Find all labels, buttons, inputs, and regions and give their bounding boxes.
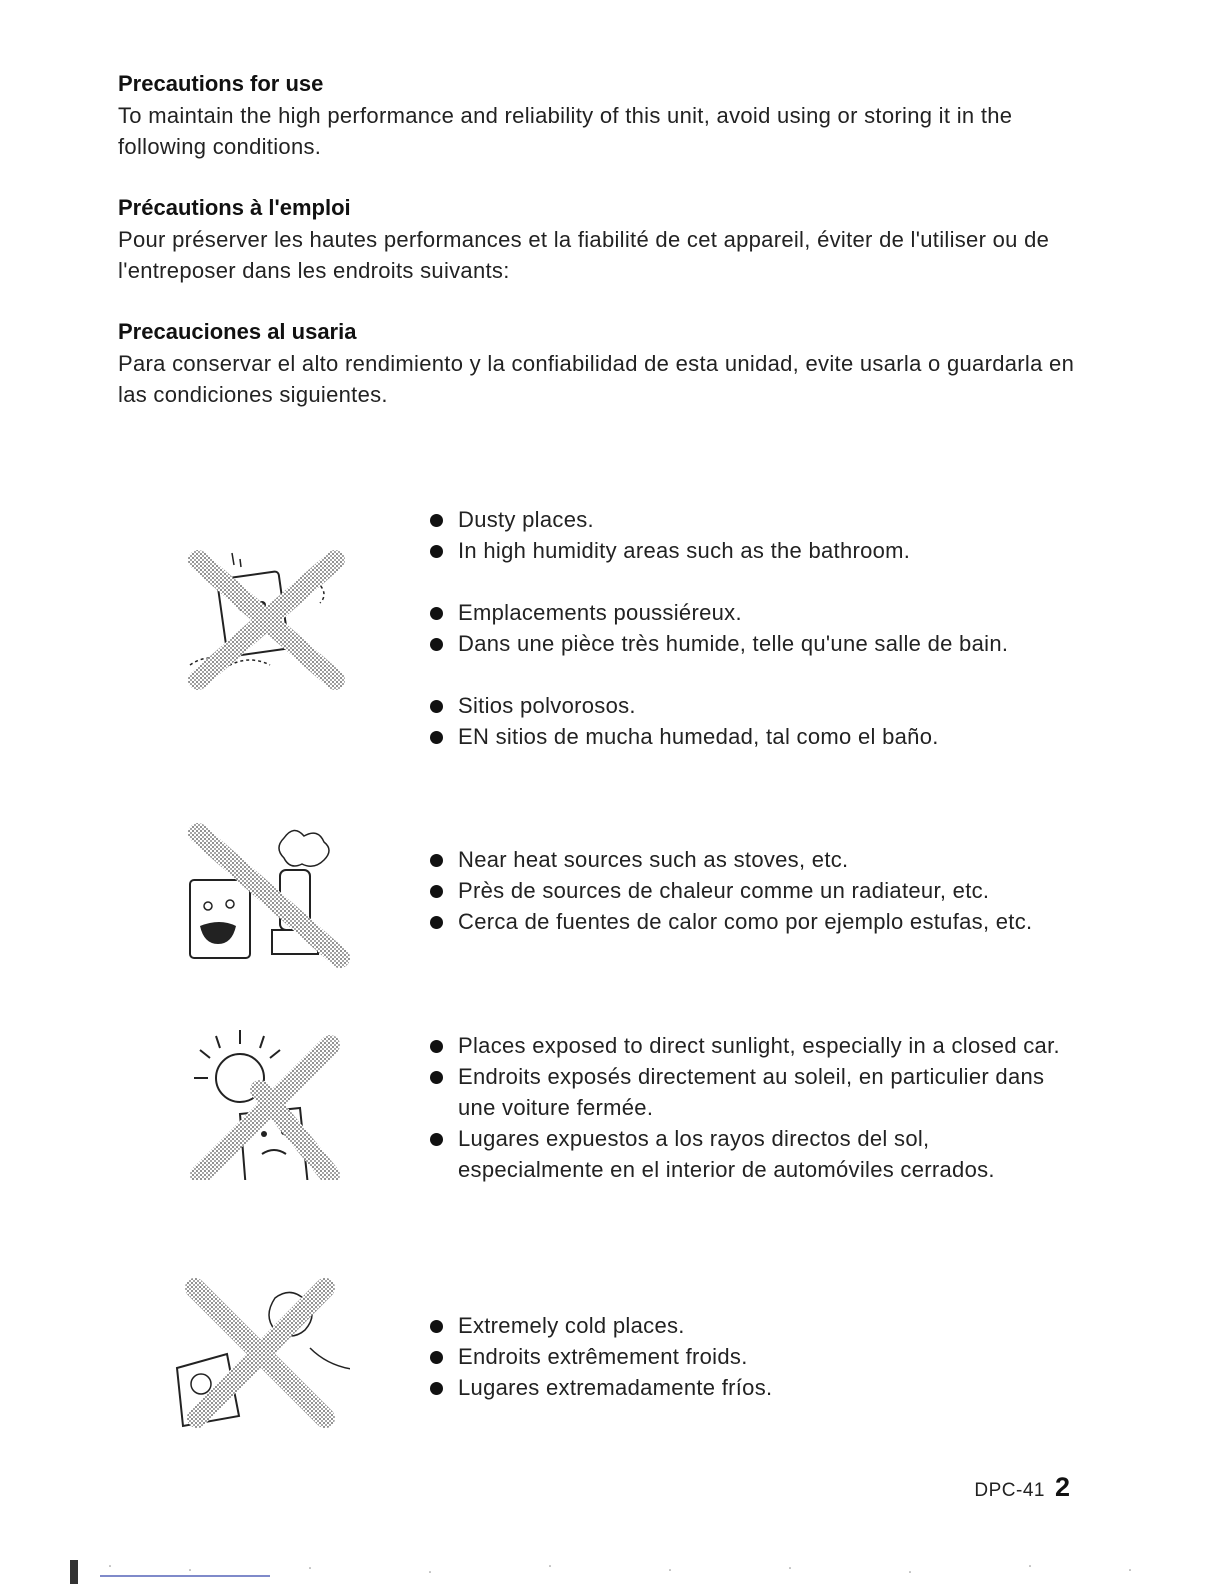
heading-spanish: Precauciones al usaria [118, 319, 357, 344]
list-item: Cerca de fuentes de calor como por ejemplo estufas, etc. [428, 906, 1078, 937]
list-item: Lugares expuestos a los rayos directos del sol, especialmente en el interior de automóviles cerrados. [428, 1123, 1078, 1185]
list-item: In high humidity areas such as the bathroom. [428, 535, 1078, 566]
intro-french [118, 194, 1078, 286]
page-number: 2 [1054, 1472, 1070, 1502]
text-spanish: Para conservar el alto rendimiento y la confiabilidad de esta unidad, evite usarla o guardarla en las condiciones siguientes. [118, 351, 1075, 407]
heat-source-icon [180, 818, 355, 968]
cold-icon [175, 1278, 350, 1428]
list-item: Lugares extremadamente fríos. [428, 1372, 1078, 1403]
list-item: Sitios polvorosos. [428, 690, 1078, 721]
heat-source-list [428, 844, 1078, 937]
dust-humidity-icon [180, 545, 355, 695]
scan-noise [70, 1556, 1170, 1584]
sunlight-list [428, 1030, 1078, 1185]
list-item: Places exposed to direct sunlight, especially in a closed car. [428, 1030, 1078, 1061]
dust-humidity-list [428, 504, 1078, 752]
text-french: Pour préserver les hautes performances et la fiabilité de cet appareil, éviter de l'utiliser ou de l'entreposer dans les endroits suivants: [118, 227, 1050, 283]
heading-english: Precautions for use [118, 71, 324, 96]
model-number: DPC-41 [974, 1480, 1045, 1501]
list-item: Dusty places. [428, 504, 1078, 535]
page-footer [974, 1472, 1070, 1503]
text-english: To maintain the high performance and reliability of this unit, avoid using or storing it in the following conditions. [118, 103, 1013, 159]
list-item: Dans une pièce très humide, telle qu'une salle de bain. [428, 628, 1078, 659]
list-item: Endroits exposés directement au soleil, en particulier dans une voiture fermée. [428, 1061, 1078, 1123]
list-item: Near heat sources such as stoves, etc. [428, 844, 1078, 875]
heading-french: Précautions à l'emploi [118, 195, 351, 220]
list-item: Près de sources de chaleur comme un radiateur, etc. [428, 875, 1078, 906]
sunlight-icon [180, 1030, 355, 1180]
list-item: EN sitios de mucha humedad, tal como el baño. [428, 721, 1078, 752]
cold-list [428, 1310, 1078, 1403]
list-item: Endroits extrêmement froids. [428, 1341, 1078, 1372]
list-item: Extremely cold places. [428, 1310, 1078, 1341]
list-item: Emplacements poussiéreux. [428, 597, 1078, 628]
intro-english [118, 70, 1078, 162]
intro-spanish [118, 318, 1078, 410]
